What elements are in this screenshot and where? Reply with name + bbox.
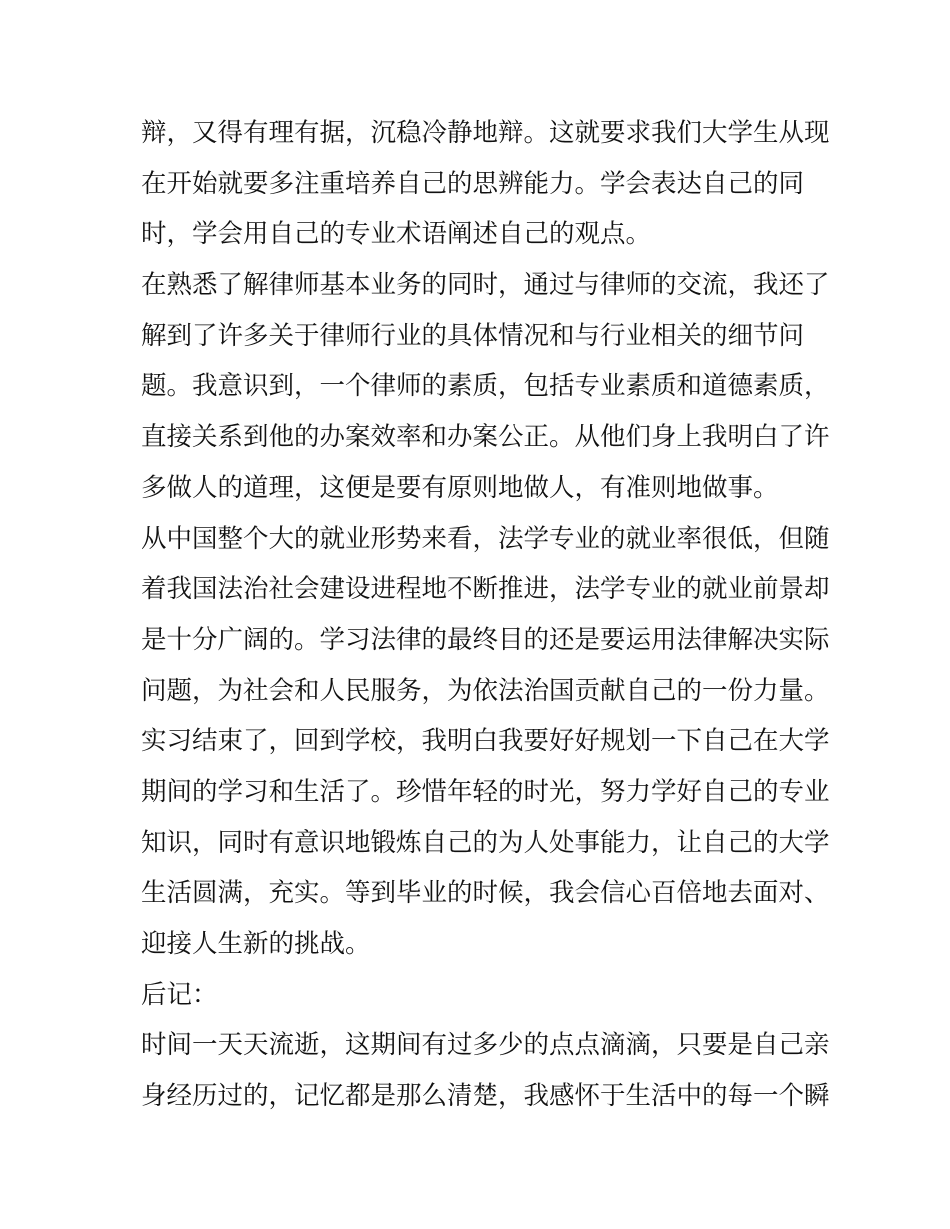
text-line: 在熟悉了解律师基本业务的同时，通过与律师的交流，我还了 xyxy=(141,270,830,301)
text-line: 题。我意识到，一个律师的素质，包括专业素质和道德素质， xyxy=(141,371,830,402)
text-line: 辩，又得有理有据，沉稳冷静地辩。这就要求我们大学生从现 xyxy=(141,118,830,148)
text-line: 期间的学习和生活了。珍惜年轻的时光，努力学好自己的专业 xyxy=(141,776,830,807)
text-line: 迎接人生新的挑战。 xyxy=(141,929,371,959)
text-line: 从中国整个大的就业形势来看，法学专业的就业率很低，但随 xyxy=(141,523,830,554)
text-line: 知识，同时有意识地锻炼自己的为人处事能力，让自己的大学 xyxy=(141,827,830,858)
text-line: 着我国法治社会建设进程地不断推进，法学专业的就业前景却 xyxy=(141,574,830,605)
text-line: 直接关系到他的办案效率和办案公正。从他们身上我明白了许 xyxy=(141,422,830,453)
text-line: 多做人的道理，这便是要有原则地做人，有准则地做事。 xyxy=(141,472,779,503)
text-line: 在开始就要多注重培养自己的思辨能力。学会表达自己的同 xyxy=(141,168,805,199)
text-line: 是十分广阔的。学习法律的最终目的还是要运用法律解决实际 xyxy=(141,624,830,655)
text-line: 生活圆满，充实。等到毕业的时候，我会信心百倍地去面对、 xyxy=(141,878,830,909)
text-line: 身经历过的，记忆都是那么清楚，我感怀于生活中的每一个瞬 xyxy=(141,1081,830,1112)
text-line: 实习结束了，回到学校，我明白我要好好规划一下自己在大学 xyxy=(141,726,830,757)
text-line: 时间一天天流逝，这期间有过多少的点点滴滴，只要是自己亲 xyxy=(141,1030,830,1061)
text-line: 解到了许多关于律师行业的具体情况和与行业相关的细节问 xyxy=(141,320,805,351)
text-line: 问题，为社会和人民服务，为依法治国贡献自己的一份力量。 xyxy=(141,675,830,706)
section-heading: 后记： xyxy=(141,979,218,1010)
body-text xyxy=(141,108,830,1122)
text-line: 时，学会用自己的专业术语阐述自己的观点。 xyxy=(141,219,652,250)
